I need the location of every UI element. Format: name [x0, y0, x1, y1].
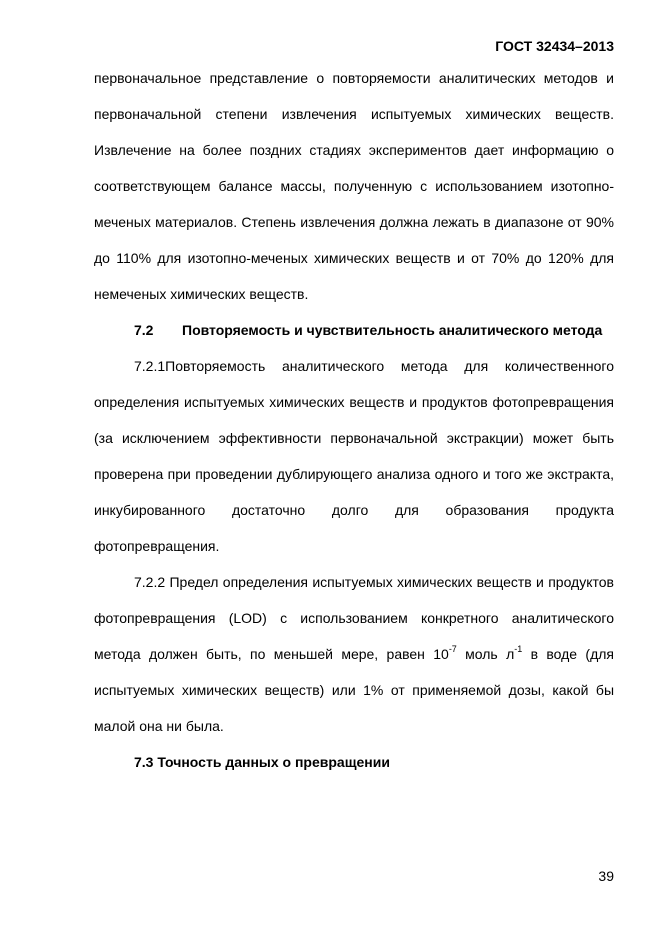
- page-content: [94, 60, 614, 780]
- paragraph-continuation: первоначальное представление о повторяемости аналитических методов и первоначальной степени извлечения испытуемых химических веществ. Извлечение на более поздних стадиях экспериментов дает информацию о соответствующем балансе массы, полученную с использованием изотопно-меченых материалов. Степень извлечения должна лежать в диапазоне от 90% до 110% для изотопно-меченых химических веществ и от 70% до 120% для немеченых химических веществ.: [94, 70, 614, 302]
- section-title: Повторяемость и чувствительность аналитического метода: [182, 322, 603, 338]
- paragraph-text-part-1: 7.2.2 Предел определения испытуемых химических веществ и продуктов фотопревращения (LOD) с использованием конкретного аналитического метода должен быть, по меньшей мере, равен 10: [94, 574, 614, 662]
- paragraph-7-2-1: 7.2.1Повторяемость аналитического метода для количественного определения испытуемых химических веществ и продуктов фотопревращения (за исключением эффективности первоначальной экстракции) может быть проверена при проведении дублирующего анализа одного и того же экстракта, инкубированного достаточно долго для образования продукта фотопревращения.: [94, 358, 614, 554]
- paragraph-text-part-2: моль л: [456, 646, 515, 662]
- section-number: 7.2: [134, 322, 154, 338]
- paragraph-7-2-2: [94, 564, 614, 744]
- superscript-exponent: -7: [448, 644, 457, 654]
- page-header: [495, 38, 614, 54]
- document-id: ГОСТ 32434–2013: [495, 38, 614, 54]
- page-number: 39: [598, 868, 614, 884]
- section-7-2-heading: [94, 312, 614, 348]
- section-7-3-heading: 7.3 Точность данных о превращении: [134, 754, 390, 770]
- superscript-exponent-unit: -1: [514, 644, 523, 654]
- paragraph-text-part-3: в воде (для испытуемых химических веществ) или 1% от применяемой дозы, какой бы малой она ни была.: [94, 646, 614, 734]
